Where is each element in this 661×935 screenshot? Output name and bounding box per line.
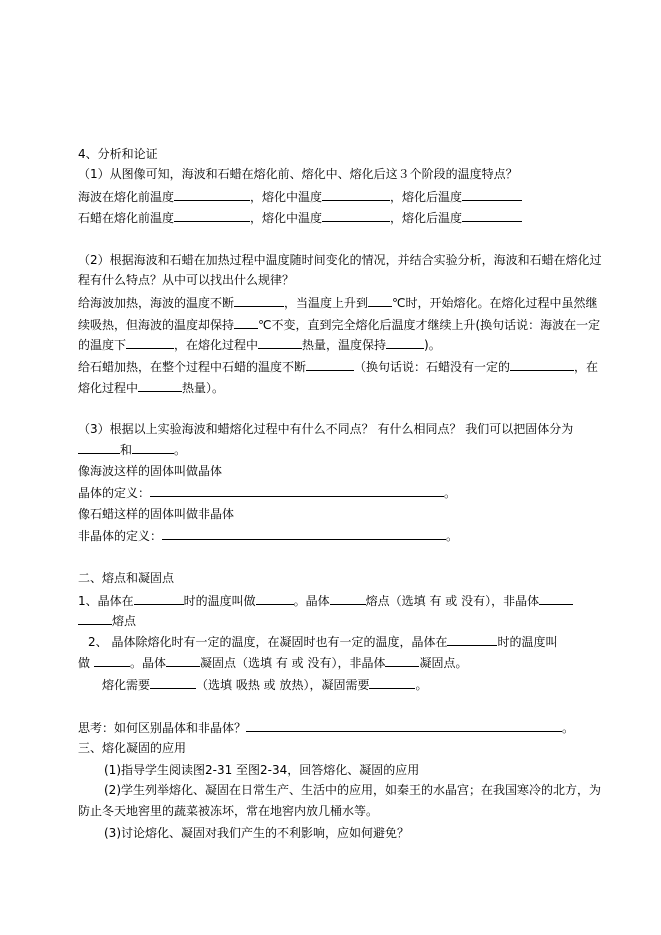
question-3: （3）根据以上实验海波和蜡熔化过程中有什么不同点？ 有什么相同点？ 我们可以把固体分为 (78, 422, 574, 436)
blank[interactable] (78, 612, 112, 625)
application-item-3: (3)讨论熔化、凝固对我们产生的不利影响，应如何避免？ (104, 826, 410, 840)
blank[interactable] (162, 527, 446, 540)
section-4-heading: 4、分析和论证 (78, 147, 158, 161)
question-2-line-1: （2）根据海波和石蜡在加热过程中温度随时间变化的情况，并结合实验分析，海波和石蜡在熔化过 (78, 253, 602, 267)
crystal-intro: 像海波这样的固体叫做晶体 (78, 464, 223, 478)
blank[interactable] (258, 336, 302, 349)
blank[interactable] (385, 654, 419, 667)
blank[interactable] (166, 654, 200, 667)
blank[interactable] (510, 358, 574, 371)
hypo-heating-line-2: 续吸热，但海波的温度却保持 ℃不变，直到完全熔化后温度才继续上升(换句话说：海波在一定 (78, 318, 601, 332)
paraffin-heating-line-1: 给石蜡加热，在整个过程中石蜡的温度不断 （换句话说：石蜡没有一定的 ，在 (78, 360, 599, 374)
question-2-line-2: 程有什么特点？从中可以找出什么规律？ (78, 273, 295, 287)
blank[interactable] (447, 633, 497, 646)
hypo-heating-line-1: 给海波加热，海波的温度不断 ，当温度上升到 ℃时，开始熔化。在熔化过程中虽然继 (78, 296, 598, 310)
blank[interactable] (539, 592, 573, 605)
blank[interactable] (386, 336, 424, 349)
blank[interactable] (330, 592, 366, 605)
blank[interactable] (369, 676, 415, 689)
freezing-point-line-1: 2、 晶体除熔化时有一定的温度，在凝固时也有一定的温度，晶体在 时的温度叫 (88, 635, 558, 649)
blank[interactable] (150, 484, 444, 497)
freezing-point-line-2: 做 。晶体 凝固点（选填 有 或 没有），非晶体 凝固点。 (78, 656, 468, 670)
application-item-1: (1)指导学生阅读图2-31 至图2-34，回答熔化、凝固的应用 (104, 763, 420, 777)
hypo-temperature-line: 海波在熔化前温度 ，熔化中温度 ，熔化后温度 (78, 188, 522, 205)
paraffin-temperature-line: 石蜡在熔化前温度 ，熔化中温度 ，熔化后温度 (78, 209, 522, 226)
question-1: （1）从图像可知，海波和石蜡在熔化前、熔化中、熔化后这３个阶段的温度特点？ (78, 167, 518, 181)
blank[interactable] (246, 719, 562, 732)
blank[interactable] (174, 188, 250, 201)
amorphous-intro: 像石蜡这样的固体叫做非晶体 (78, 507, 235, 521)
amorphous-definition-line: 非晶体的定义： 。 (78, 529, 459, 543)
blank[interactable] (150, 676, 196, 689)
blank[interactable] (306, 358, 354, 371)
section-2-heading: 二、熔点和凝固点 (78, 571, 175, 585)
blank[interactable] (368, 294, 392, 307)
melting-point-line-1: 1、晶体在 时的温度叫做 。晶体 熔点（选填 有 或 没有），非晶体 (78, 592, 573, 609)
heat-requirement-line: 熔化需要 （选填 吸热 或 放热），凝固需要 。 (102, 678, 428, 692)
blank[interactable] (132, 441, 174, 454)
blank[interactable] (78, 441, 120, 454)
blank[interactable] (462, 188, 522, 201)
application-item-2-line-1: (2)学生列举熔化、凝固在日常生产、生活中的应用，如秦王的水晶宫；在我国寒冷的北方，为 (104, 783, 602, 797)
think-question-line: 思考：如何区别晶体和非晶体？ 。 (78, 721, 575, 735)
blank[interactable] (126, 336, 174, 349)
blank[interactable] (322, 188, 390, 201)
blank[interactable] (462, 209, 522, 222)
blank[interactable] (234, 294, 284, 307)
blank[interactable] (134, 592, 184, 605)
blank[interactable] (322, 209, 390, 222)
melting-point-line-2: 熔点 (78, 612, 136, 629)
question-3-answer: 和 。 (78, 441, 186, 458)
crystal-definition-line: 晶体的定义： 。 (78, 486, 457, 500)
paraffin-heating-line-2: 熔化过程中 热量）。 (78, 381, 225, 395)
application-item-2-line-2: 防止冬天地窖里的蔬菜被冻坏，常在地窖内放几桶水等。 (78, 804, 379, 818)
blank[interactable] (174, 209, 250, 222)
blank[interactable] (234, 316, 258, 329)
section-3-heading: 三、熔化凝固的应用 (78, 741, 187, 755)
hypo-heating-line-3: 的温度下 ，在熔化过程中 热量，温度保持 )。 (78, 338, 441, 352)
blank[interactable] (138, 379, 182, 392)
blank[interactable] (256, 592, 294, 605)
blank[interactable] (94, 654, 130, 667)
